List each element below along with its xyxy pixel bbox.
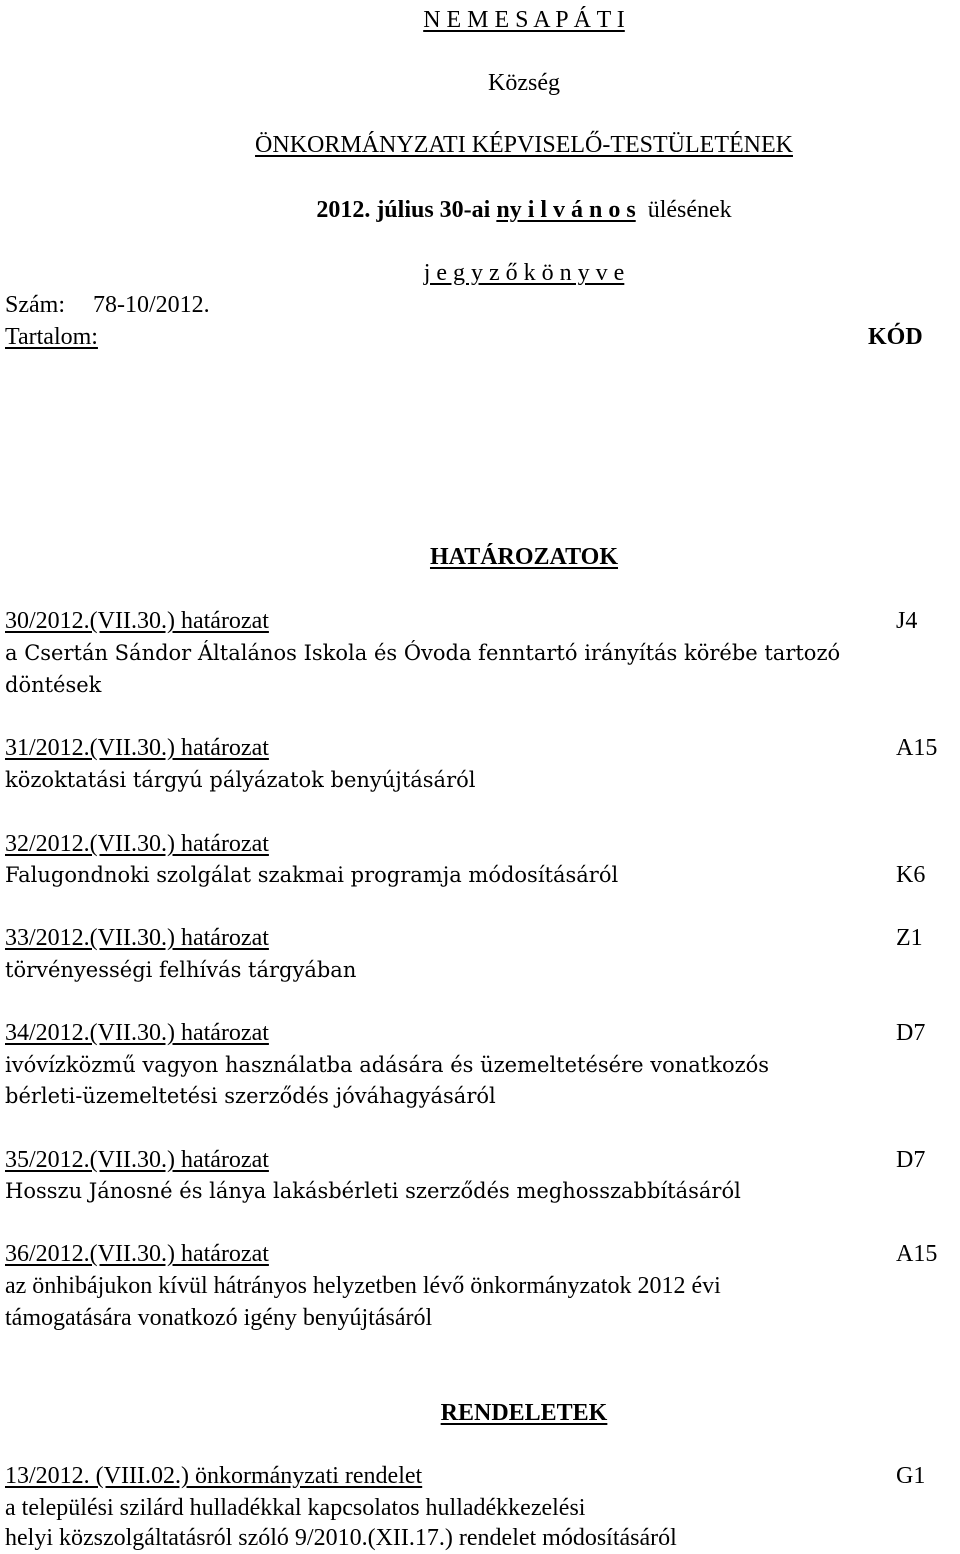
szam-label: Szám: <box>5 292 65 318</box>
session-suffix: ülésének <box>647 197 732 223</box>
document-heading-kozseg: Község <box>488 70 560 96</box>
decree-desc-line: helyi közszolgáltatásról szóló 9/2010.(XII.17.) rendelet módosításáról <box>5 1525 677 1551</box>
decree-code: G1 <box>896 1463 926 1489</box>
resolution-desc-line: ivóvízközmű vagyon használatba adására és üzemeltetésére vonatkozós <box>5 1053 770 1077</box>
resolution-desc-line: közoktatási tárgyú pályázatok benyújtásáról <box>5 768 476 792</box>
document-heading-session <box>0 194 960 226</box>
resolution-desc-line: támogatására vonatkozó igény benyújtásáról <box>5 1305 433 1331</box>
resolution-desc-line: törvényességi felhívás tárgyában <box>5 958 357 982</box>
resolution-code: D7 <box>896 1020 926 1046</box>
resolution-ref: 36/2012.(VII.30.) határozat <box>5 1241 269 1267</box>
resolution-desc-line: Falugondnoki szolgálat szakmai programja módosításáról <box>5 863 619 887</box>
session-date: 2012. július 30-ai <box>316 197 491 223</box>
tartalom-label: Tartalom: <box>5 324 98 350</box>
szam-line <box>5 289 210 321</box>
resolution-ref: 35/2012.(VII.30.) határozat <box>5 1147 269 1173</box>
decree-ref: 13/2012. (VIII.02.) önkormányzati rendelet <box>5 1463 423 1489</box>
resolution-ref: 33/2012.(VII.30.) határozat <box>5 925 269 951</box>
resolution-ref: 32/2012.(VII.30.) határozat <box>5 831 269 857</box>
resolution-code: Z1 <box>896 925 923 951</box>
section-title-hatarozatok: HATÁROZATOK <box>429 544 619 570</box>
resolution-ref: 34/2012.(VII.30.) határozat <box>5 1020 269 1046</box>
resolution-ref: 30/2012.(VII.30.) határozat <box>5 608 269 634</box>
resolution-code: K6 <box>896 862 926 888</box>
resolution-code: J4 <box>896 608 918 634</box>
resolution-desc-line: a Csertán Sándor Általános Iskola és Óvoda fenntartó irányítás körébe tartozó <box>5 641 841 665</box>
resolution-ref: 31/2012.(VII.30.) határozat <box>5 735 269 761</box>
section-title-rendeletek: RENDELETEK <box>440 1400 608 1426</box>
document-heading-village: N E M E S A P Á T I <box>423 7 625 33</box>
resolution-code: A15 <box>896 1241 938 1267</box>
resolution-desc-line: bérleti-üzemeltetési szerződés jóváhagyásáról <box>5 1084 496 1108</box>
szam-value: 78-10/2012. <box>93 292 210 318</box>
resolution-desc-line: az önhibájukon kívül hátrányos helyzetben lévő önkormányzatok 2012 évi <box>5 1273 721 1299</box>
document-heading-council: ÖNKORMÁNYZATI KÉPVISELŐ-TESTÜLETÉNEK <box>255 132 793 158</box>
resolution-code: D7 <box>896 1147 926 1173</box>
resolution-code: A15 <box>896 735 938 761</box>
document-heading-minutes: j e g y z ő k ö n y v e <box>423 260 625 286</box>
resolution-desc-line: döntések <box>5 673 102 697</box>
decree-desc-line: a települési szilárd hulladékkal kapcsolatos hulladékkezelési <box>5 1495 586 1521</box>
session-type: ny i l v á n o s <box>496 197 636 223</box>
resolution-desc-line: Hosszu Jánosné és lánya lakásbérleti szerződés meghosszabbításáról <box>5 1179 741 1203</box>
kod-label: KÓD <box>868 324 923 350</box>
